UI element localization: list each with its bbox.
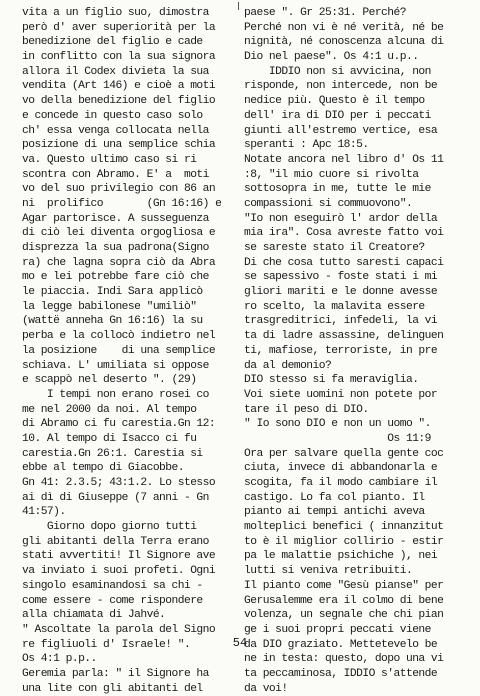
text-line: nedice più. Questo è il tempo bbox=[244, 95, 425, 108]
text-line: " Io sono DIO e non un uomo ". bbox=[244, 418, 431, 431]
text-line: Os 4:1 p.p.. bbox=[22, 653, 97, 666]
text-line: gliori mariti e le donne avesse bbox=[244, 286, 438, 299]
text-line: scontra con Abramo. E' a moti bbox=[22, 168, 209, 181]
column-divider-mark bbox=[238, 2, 239, 10]
text-line: mia ira". Cosa avreste fatto voi bbox=[244, 227, 444, 240]
text-line: pa le malattie psichiche ), nei bbox=[244, 550, 438, 563]
text-line: DIO stesso si fa meraviglia. bbox=[244, 374, 419, 387]
text-line: (wattë anneha Gn 16:16) la su bbox=[22, 315, 203, 328]
text-line: paese ". Gr 25:31. Perché? bbox=[244, 7, 406, 19]
text-line: ti, mafiose, terroriste, in pre bbox=[244, 344, 438, 357]
text-line: I tempi non erano rosei co bbox=[22, 388, 209, 401]
text-line: :8, "il mio cuore si rivolta bbox=[244, 168, 419, 181]
text-line: risponde, non intercede, non be bbox=[244, 80, 438, 93]
text-line: Geremia parla: " il Signore ha bbox=[22, 667, 209, 680]
text-line: vendita (Art 146) e cioè a moti bbox=[22, 80, 216, 93]
text-line: ne in testa: questo, dopo una vi bbox=[244, 653, 444, 666]
text-line: 41:57). bbox=[22, 506, 66, 519]
text-line: ciuta, invece di abbandonarla e bbox=[244, 462, 438, 475]
text-line: carestia.Gn 26:1. Carestia si bbox=[22, 447, 203, 460]
text-line: "Io non eseguirò l' ardor della bbox=[244, 212, 438, 225]
text-line: 10. Al tempo di Isacco ci fu bbox=[22, 432, 197, 445]
text-line: va. Questo ultimo caso si ri bbox=[22, 153, 197, 166]
text-line: Notate ancora nel libro d' Os 11 bbox=[244, 153, 444, 166]
text-line: e scappò nel deserto ". (29) bbox=[22, 374, 197, 387]
text-line: Ora per salvare quella gente coc bbox=[244, 447, 444, 460]
text-line: da al demonio? bbox=[244, 359, 332, 372]
text-line: castigo. Lo fa col pianto. Il bbox=[244, 491, 425, 504]
text-line: ch' essa venga collocata nella bbox=[22, 124, 209, 137]
left-text-column bbox=[22, 6, 236, 696]
right-text-column bbox=[244, 6, 472, 696]
text-line: trasgreditrici, infedeli, la vi bbox=[244, 315, 438, 328]
text-line: una lite con gli abitanti del bbox=[22, 682, 203, 695]
text-line: alla chiamata di Jahvé. bbox=[22, 609, 166, 622]
text-line: in conflitto con la sua signora bbox=[22, 51, 216, 64]
text-line: ai dì di Giuseppe (7 anni - Gn bbox=[22, 491, 209, 504]
text-line: perba e la collocò indietro nel bbox=[22, 330, 216, 343]
text-line: scogita, fa il modo cambiare il bbox=[244, 477, 438, 489]
text-line: Perché non vi è né verità, né be bbox=[244, 21, 444, 34]
text-line: re figliuoli d' Israele! ". bbox=[22, 638, 191, 651]
text-line: gli abitanti della Terra erano bbox=[22, 535, 209, 548]
text-line: Il pianto come "Gesù pianse" per bbox=[244, 579, 444, 592]
text-line: ta di ladre assassine, delinguen bbox=[244, 330, 444, 343]
text-line: molteplici benefici ( innanzitut bbox=[244, 521, 444, 534]
text-line: tare il peso di DIO. bbox=[244, 403, 369, 416]
text-line: da DIO graziato. Mettetevelo be bbox=[244, 638, 438, 651]
text-line: " Ascoltate la parola del Signo bbox=[22, 623, 216, 636]
text-line: Agar partorisce. A susseguenza bbox=[22, 212, 209, 225]
text-line: di ciò lei diventa orgogliosa e bbox=[22, 227, 216, 240]
text-line: la legge babilonese "umiliò" bbox=[22, 300, 197, 313]
text-line: vita a un figlio suo, dimostra bbox=[22, 7, 209, 19]
text-line: e concede in questo caso solo bbox=[22, 109, 203, 122]
text-line: to è il miglior collirio - estir bbox=[244, 535, 444, 548]
text-line: singolo esaminandosi sa chi - bbox=[22, 579, 203, 592]
text-line: se sareste stato il Creatore? bbox=[244, 242, 425, 254]
text-line: la posizione di una semplice bbox=[22, 344, 216, 357]
text-line: vo della benedizione del figlio bbox=[22, 95, 216, 108]
text-line: se sapessivo - foste stati i mi bbox=[244, 271, 438, 284]
text-line: Giorno dopo giorno tutti bbox=[22, 521, 197, 534]
text-line: Dio nel paese". Os 4:1 u.p.. bbox=[244, 51, 419, 64]
text-line: ra) che lagna sopra ciò da Abra bbox=[22, 256, 216, 269]
text-line: nignità, né conoscenza alcuna di bbox=[244, 36, 444, 49]
text-line: sottosopra in me, tutte le mie bbox=[244, 183, 431, 196]
text-line: posizione di una semplice schia bbox=[22, 139, 216, 152]
text-line: di Abramo ci fu carestia.Gn 12: bbox=[22, 418, 216, 431]
text-line: lutti si veniva retribuiti. bbox=[244, 565, 413, 578]
text-line: allora il Codex divieta la sua bbox=[22, 65, 209, 78]
text-line: schiava. L' umiliata si oppose bbox=[22, 359, 209, 372]
text-line: compassioni si commuovono". bbox=[244, 197, 413, 210]
text-line: giunti all'estremo vertice, esa bbox=[244, 124, 438, 137]
text-line: stati avvertiti! Il Signore ave bbox=[22, 550, 216, 563]
text-line: come essere - come rispondere bbox=[22, 594, 203, 607]
text-line: ebbe al tempo di Giacobbe. bbox=[22, 462, 184, 475]
text-line: le piaccia. Indi Sara applicò bbox=[22, 286, 203, 299]
text-line: ta peccaminosa, IDDIO s'attende bbox=[244, 667, 438, 680]
text-line: pianto ai tempi antichi aveva bbox=[244, 506, 425, 519]
text-line: Gn 41: 2.3.5; 43:1.2. Lo stesso bbox=[22, 477, 216, 489]
text-line: benedizione del figlio e cade bbox=[22, 36, 203, 49]
text-line: va inviato i suoi profeti. Ogni bbox=[22, 565, 216, 578]
text-line: ni prolifico (Gn 16:16) e bbox=[22, 197, 222, 210]
text-line: Os 11:9 bbox=[244, 432, 431, 445]
text-line: dell' ira di DIO per i peccati bbox=[244, 109, 431, 122]
text-line: ro scelto, la malavita essere bbox=[244, 300, 425, 313]
text-line: mo e lei potrebbe fare ciò che bbox=[22, 271, 209, 284]
text-line: ge i suoi propri peccati viene bbox=[244, 623, 431, 636]
text-line: però d' aver superiorità per la bbox=[22, 21, 216, 34]
text-line: speranti : Apc 18:5. bbox=[244, 139, 369, 152]
text-line: IDDIO non si avvicina, non bbox=[244, 65, 431, 78]
text-line: Di che cosa tutto saresti capaci bbox=[244, 256, 444, 269]
text-line: da voi! bbox=[244, 682, 288, 695]
text-line: Voi siete uomini non potete por bbox=[244, 388, 438, 401]
text-line: volenza, un segnale che chi pian bbox=[244, 609, 444, 622]
text-line: Gerusalemme era il colmo di bene bbox=[244, 594, 444, 607]
text-line: me nel 2000 da noi. Al tempo bbox=[22, 403, 197, 416]
text-line: disprezza la sua padrona(Signo bbox=[22, 242, 209, 254]
page-number: 54 bbox=[232, 636, 248, 650]
text-line: vo del suo privilegio con 86 an bbox=[22, 183, 216, 196]
